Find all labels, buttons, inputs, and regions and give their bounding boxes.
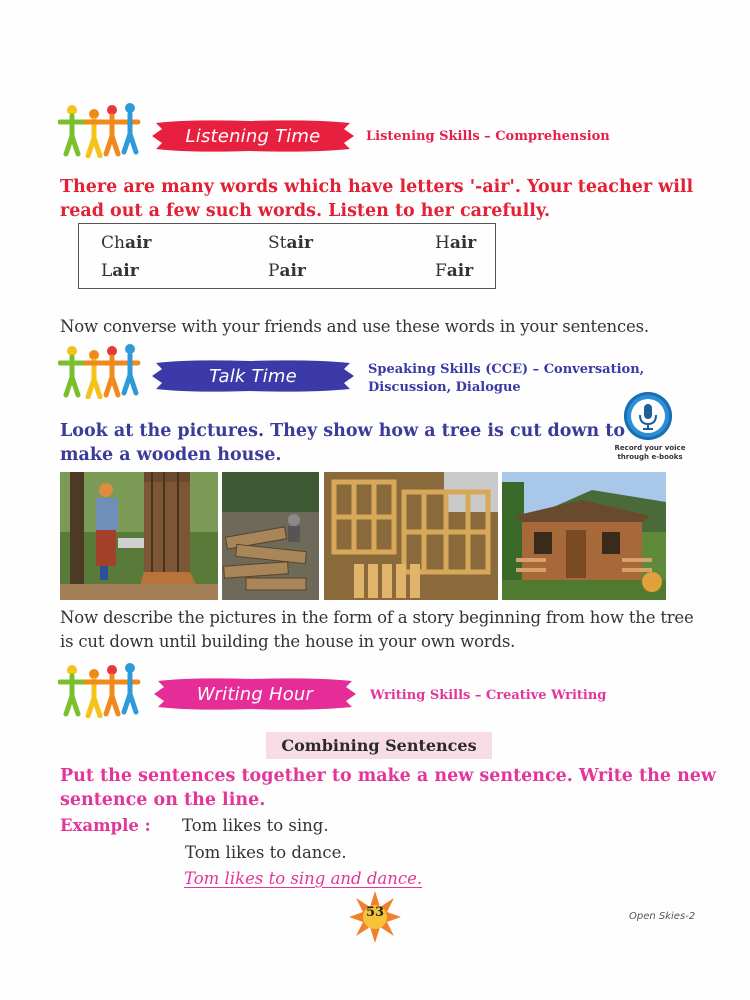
listening-time-ribbon [150,119,356,153]
page-number: 53 [365,905,385,920]
writing-skill-label: Writing Skills – Creative Writing [370,688,607,703]
word-stair: Stair [268,233,313,253]
talk-instruction-line1: Look at the pictures. They show how a tree is cut down to [60,421,626,441]
talk-instruction-line2: make a wooden house. [60,445,282,465]
talk-skill-label [368,361,644,397]
talk-skill-line1: Speaking Skills (CCE) – Conversation, [368,362,645,377]
writing-instruction-line1: Put the sentences together to make a new sentence. Write the new [60,766,716,786]
listening-follow-up: Now converse with your friends and use these words in your sentences. [60,317,649,336]
listening-instruction-line1: There are many words which have letters '-air'. Your teacher will [60,177,694,197]
listening-skill-label: Listening Skills – Comprehension [366,129,610,144]
word-chair: Chair [101,233,152,253]
kids-group-icon [58,343,148,399]
kids-group-icon [58,102,148,158]
talk-ribbon-label: Talk Time [209,365,297,387]
air-words-box [78,223,496,289]
record-voice-button[interactable] [624,392,672,440]
listening-ribbon-label: Listening Time [185,125,321,147]
talk-skill-line2: Discussion, Dialogue [368,380,521,395]
photo-wooden-house [502,472,666,600]
photo-lumberjack-cutting-tree [60,472,218,600]
writing-hour-ribbon [152,677,358,711]
kids-group-icon [58,662,148,718]
listening-instruction-line2: read out a few such words. Listen to her carefully. [60,201,551,221]
word-fair: Fair [435,261,474,281]
word-lair: Lair [101,261,139,281]
writing-instruction-line2: sentence on the line. [60,790,266,810]
record-voice-caption: Record your voice through e-books [614,444,686,461]
example-sentence-1: Tom likes to sing. [182,816,329,835]
example-sentence-2: Tom likes to dance. [185,843,347,862]
talk-describe-line2: is cut down until building the house in your own words. [60,632,516,651]
combining-sentences-heading: Combining Sentences [266,732,492,759]
talk-time-ribbon [150,359,356,393]
word-pair: Pair [268,261,306,281]
word-hair: Hair [435,233,477,253]
book-title: Open Skies-2 [629,911,696,922]
talk-describe-line1: Now describe the pictures in the form of a story beginning from how the tree [60,608,694,627]
example-answer: Tom likes to sing and dance. [184,869,423,888]
writing-ribbon-label: Writing Hour [196,683,314,705]
photo-wooden-frames [324,472,498,600]
microphone-icon [624,392,672,440]
photo-cut-logs [222,472,319,600]
example-label: Example : [60,816,151,835]
